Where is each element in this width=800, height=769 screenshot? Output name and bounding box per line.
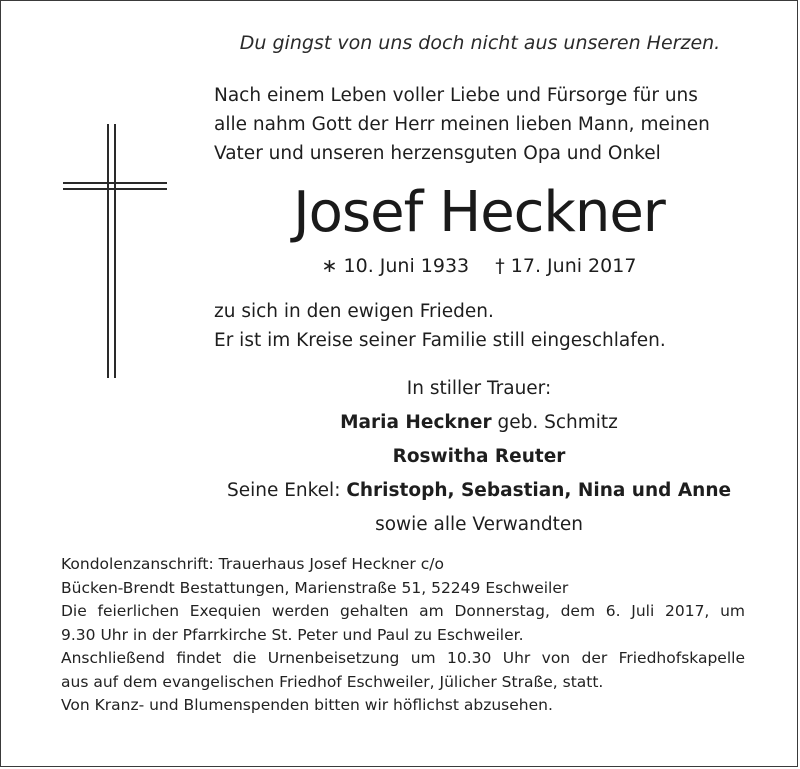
widow-name: Maria Heckner [340,412,492,433]
deceased-name: Josef Heckner [293,180,665,245]
peace-line: Er ist im Kreise seiner Familie still eingeschlafen. [214,330,666,351]
exequien-line: 9.30 Uhr in der Pfarrkirche St. Peter und Paul zu Eschweiler. [61,625,524,644]
urn-line: Anschließend findet die Urnenbeisetzung um 10.30 Uhr von der Friedhofskapelle [61,649,745,667]
peace-text [214,297,744,355]
death-date: 17. Juni 2017 [510,255,637,277]
daughter-name: Roswitha Reuter [392,446,566,467]
widow-maiden-name: geb. Schmitz [491,412,618,433]
birth-date: 10. Juni 1933 [343,255,470,277]
birth-star-icon: ∗ [321,255,338,277]
motto: Du gingst von uns doch nicht aus unseren Herzen. [239,32,721,54]
footer-info [61,553,745,718]
mourning-heading: In stiller Trauer: [406,378,552,399]
address-line: Bücken-Brendt Bestattungen, Marienstraße 51, 52249 Eschweiler [61,578,569,597]
relatives-line: sowie alle Verwandten [375,514,583,535]
intro-line: Vater und unseren herzensguten Opa und Onkel [214,143,661,164]
grandchildren-line [214,474,744,508]
death-cross-icon: † [495,255,505,277]
intro-text [214,81,744,168]
peace-line: zu sich in den ewigen Frieden. [214,301,494,322]
grandchildren-label: Seine Enkel: [226,480,347,501]
intro-line: alle nahm Gott der Herr meinen lieben Mann, meinen [214,114,710,135]
widow-line [214,406,744,440]
grandchildren-names: Christoph, Sebastian, Nina und Anne [346,480,732,501]
address-line: Kondolenzanschrift: Trauerhaus Josef Heckner c/o [61,555,444,573]
exequien-line: Die feierlichen Exequien werden gehalten am Donnerstag, dem 6. Juli 2017, um [61,602,745,620]
intro-line: Nach einem Leben voller Liebe und Fürsorge für uns [214,85,698,106]
mourners-block [214,372,744,542]
urn-line: aus auf dem evangelischen Friedhof Eschweiler, Jülicher Straße, statt. [61,672,604,691]
life-dates [214,255,744,277]
cross-icon [63,124,167,378]
flowers-note: Von Kranz- und Blumenspenden bitten wir höflichst abzusehen. [61,696,553,714]
